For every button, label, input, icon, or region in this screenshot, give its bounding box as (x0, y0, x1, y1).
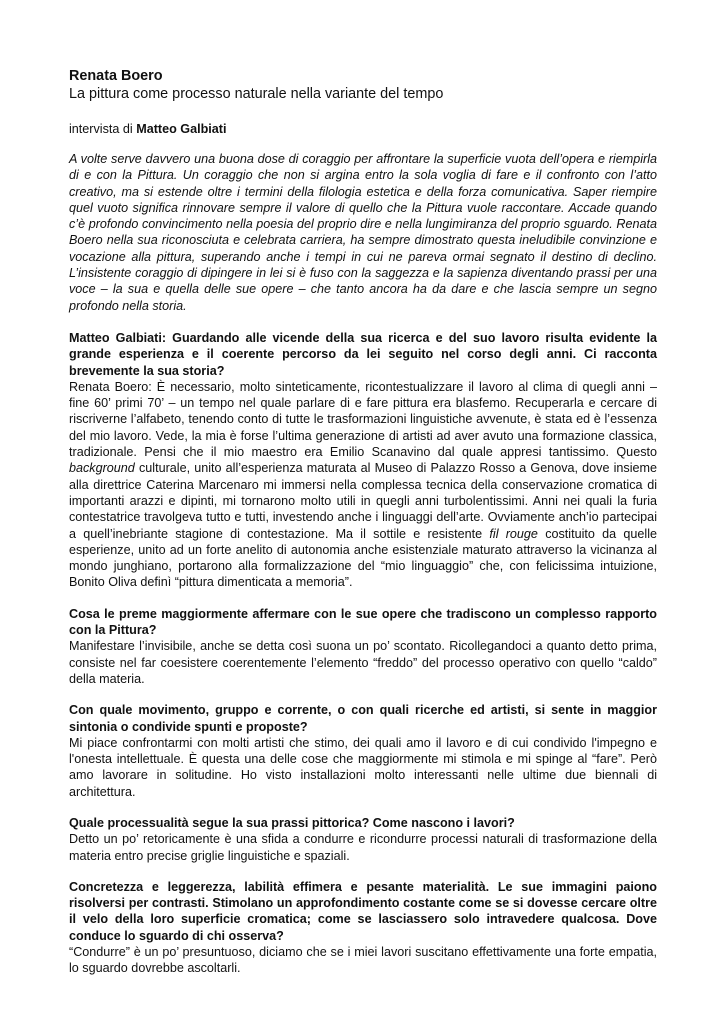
qa-block-1 (69, 330, 657, 591)
byline (69, 121, 657, 137)
answer-1-term-fil-rouge: fil rouge (489, 526, 538, 541)
answer-4: Detto un po’ retoricamente è una sfida a condurre e ricondurre processi naturali di trasformazione della materia entro precise griglie linguistiche e spaziali. (69, 832, 657, 863)
qa-block-2 (69, 606, 657, 687)
question-2: Cosa le preme maggiormente affermare con le sue opere che tradiscono un complesso rapporto con la Pittura? (69, 606, 657, 638)
answer-3: Mi piace confrontarmi con molti artisti che stimo, dei quali amo il lavoro e di cui condivido l'impegno e l'onesta intellettuale. È questa una delle cose che maggiormente mi stimola e mi spinge al “fare”. Però amo lavorare in solitudine. Ho visto installazioni molto interessanti nelle ultime due biennali di architettura. (69, 735, 657, 799)
intro-paragraph: A volte serve davvero una buona dose di coraggio per affrontare la superficie vuota dell’opera e riempirla di e con la Pittura. Un coraggio che non si argina entro la sola voglia di fare e il confronto con l’atto creativo, ma si estende oltre i termini della filologia estetica e della forza comunicativa. Saper riempire quel vuoto significa rinnovare sempre il valore di quello che la Pittura vuole raccontare. Accade quando c’è profondo convincimento nella poesia del proprio dire e nella lungimiranza del proprio sguardo. Renata Boero nella sua riconosciuta e celebrata carriera, ha sempre dimostrato questa ineludibile convinzione e vocazione alla pittura, superando anche i tempi in cui ne pareva ormai segnato il destino di declino. L’insistente coraggio di dipingere in lei si è fuso con la saggezza e la sapienza diventando prassi per una voce – la sua e quella delle sue opere – che tanto ancora ha da dare e che lascia sempre un segno profondo nella storia. (69, 152, 657, 313)
answer-5: “Condurre” è un po’ presuntuoso, diciamo che se i miei lavori suscitano effettivamente una forte empatia, lo sguardo dovrebbe ascoltarli. (69, 945, 657, 976)
question-1: Matteo Galbiati: Guardando alle vicende della sua ricerca e del suo lavoro risulta evidente la grande esperienza e il coerente percorso da lei seguito nel corso degli anni. Ci racconta brevemente la sua storia? (69, 330, 657, 378)
question-5: Concretezza e leggerezza, labilità effimera e pesante materialità. Le sue immagini paiono risolversi per contrasti. Stimolano un approfondimento costante come se si dovesse cercare oltre il velo della loro superficie cromatica; come se lasciassero solo intravedere qualcosa. Dove conduce lo sguardo di chi osserva? (69, 879, 657, 943)
byline-prefix: intervista di (69, 122, 137, 136)
qa-block-4 (69, 815, 657, 864)
question-4: Quale processualità segue la sua prassi pittorica? Come nascono i lavori? (69, 815, 515, 830)
answer-1 (69, 379, 657, 591)
artist-name: Renata Boero (69, 68, 163, 84)
qa-block-3 (69, 702, 657, 800)
question-3: Con quale movimento, gruppo e corrente, o con quali ricerche ed artisti, si sente in maggior sintonia o condivide spunti e proposte? (69, 703, 657, 734)
answer-1-part-1: Renata Boero: È necessario, molto sinteticamente, ricontestualizzare il lavoro al clima di quegli anni – fine 60’ primi 70’ – un tempo nel quale parlare di e fare pittura era blasfemo. Recuperarla e cercare di riscriverne l’alfabeto, tenendo conto di tutte le trasformazioni linguistiche avvenute, è stata ed è l’essenza del mio lavoro. Vede, la mia è forse l’ultima generazione di artisti ad aver avuto una formazione classica, tradizionale. Pensi che il mio maestro era Emilio Scanavino dal quale appresi tantissimo. Questo (69, 379, 657, 460)
interviewer-name: Matteo Galbiati (136, 122, 227, 136)
answer-1-part-2: culturale, unito all’esperienza maturata al Museo di Palazzo Rosso a Genova, dove insieme alla direttrice Caterina Marcenaro mi immersi nella complessa tecnica della conservazione cromatica di importanti arazzi e dipinti, mi tornarono molto utili in quegli anni turbolentissimi. Anni nei quali la furia contestatrice travolgeva tutto e tutti, investendo anche i linguaggi dell’arte. Ovviamente anch’io partecipai a quell’inebriante stagione di contestazione. Ma il sottile e resistente (69, 461, 657, 541)
article-subtitle: La pittura come processo naturale nella variante del tempo (69, 86, 444, 102)
answer-2: Manifestare l’invisibile, anche se detta così suona un po’ scontato. Ricollegandoci a quanto detto prima, consiste nel far coesistere coerentemente l’elemento “freddo” del processo operativo con quello “caldo” della materia. (69, 639, 657, 686)
answer-1-term-background: background (69, 461, 135, 476)
qa-block-5 (69, 879, 657, 977)
answer-1-part-3: costituito da quelle esperienze, unito ad un forte anelito di autonomia anche esistenziale maturato attraverso la vicinanza al mondo junghiano, portarono alla formalizzazione del “mio linguaggio” che, con felicissima intuizione, Bonito Oliva definì “pittura dimenticata a memoria”. (69, 526, 658, 590)
